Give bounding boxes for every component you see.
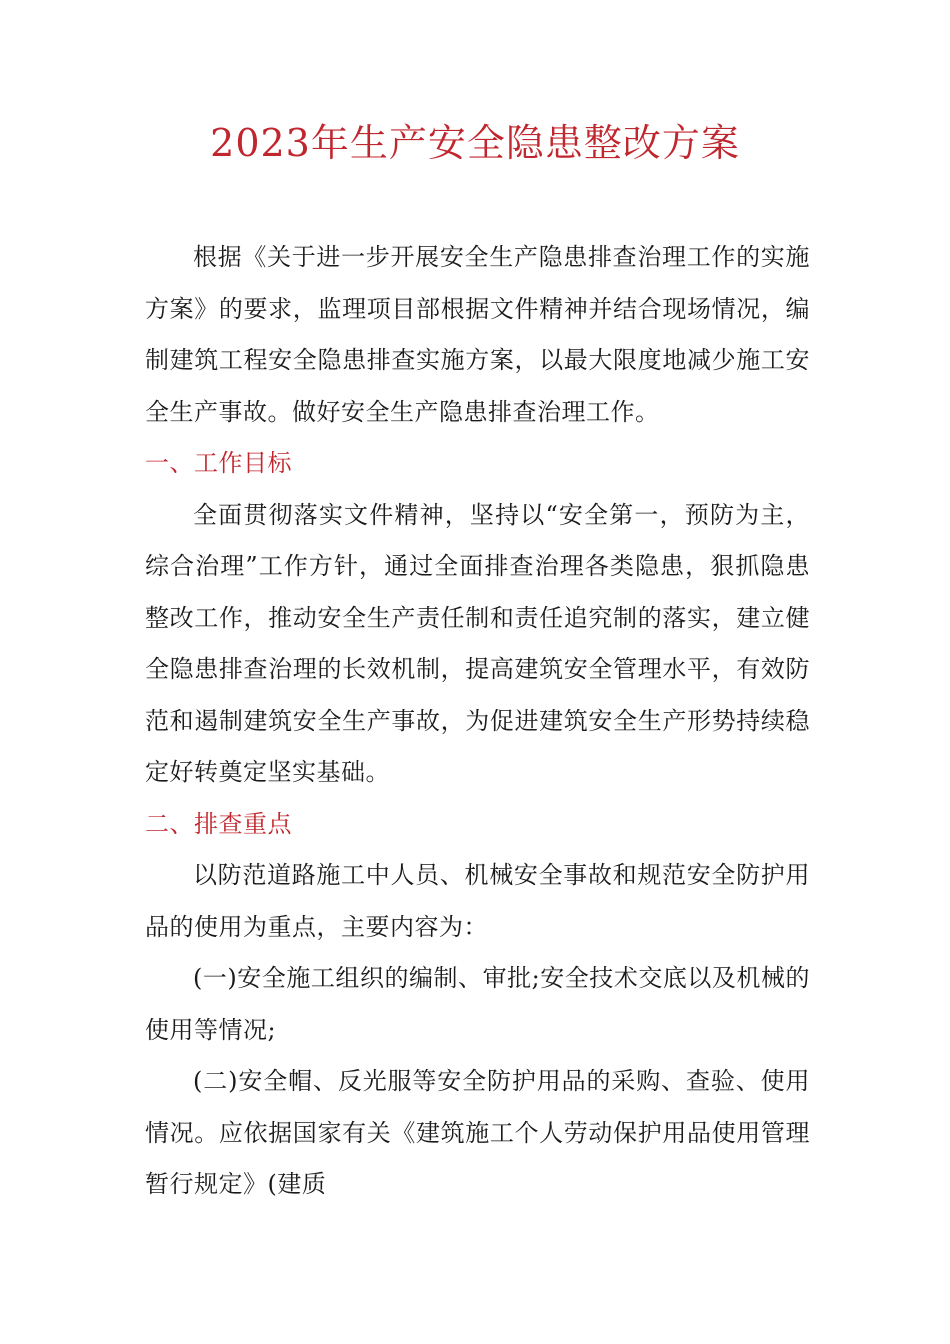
focus-item-1: (一)安全施工组织的编制、审批;安全技术交底以及机械的使用等情况; [145,964,810,1044]
focus-item-2: (二)安全帽、反光服等安全防护用品的采购、查验、使用情况。应依据国家有关《建筑施工个人劳动保护用品使用管理暂行规定》(建质 [145,1067,810,1198]
document-body [145,232,810,1211]
section-heading-focus: 二、排查重点 [145,809,292,838]
intro-paragraph: 根据《关于进一步开展安全生产隐患排查治理工作的实施方案》的要求，监理项目部根据文件精神并结合现场情况，编制建筑工程安全隐患排查实施方案，以最大限度地减少施工安全生产事故。做好安全生产隐患排查治理工作。 [145,243,810,426]
section-heading-goals: 一、工作目标 [145,449,292,477]
section-paragraph-focus: 以防范道路施工中人员、机械安全事故和规范安全防护用品的使用为重点，主要内容为： [145,861,810,941]
section-paragraph-goals: 全面贯彻落实文件精神，坚持以“安全第一，预防为主，综合治理”工作方针，通过全面排查治理各类隐患，狠抓隐患整改工作，推动安全生产责任制和责任追究制的落实，建立健全隐患排查治理的长效机制，提高建筑安全管理水平，有效防范和遏制建筑安全生产事故，为促进建筑安全生产形势持续稳定好转奠定坚实基础。 [145,500,810,786]
document-title: 2023年生产安全隐患整改方案 [210,121,740,165]
